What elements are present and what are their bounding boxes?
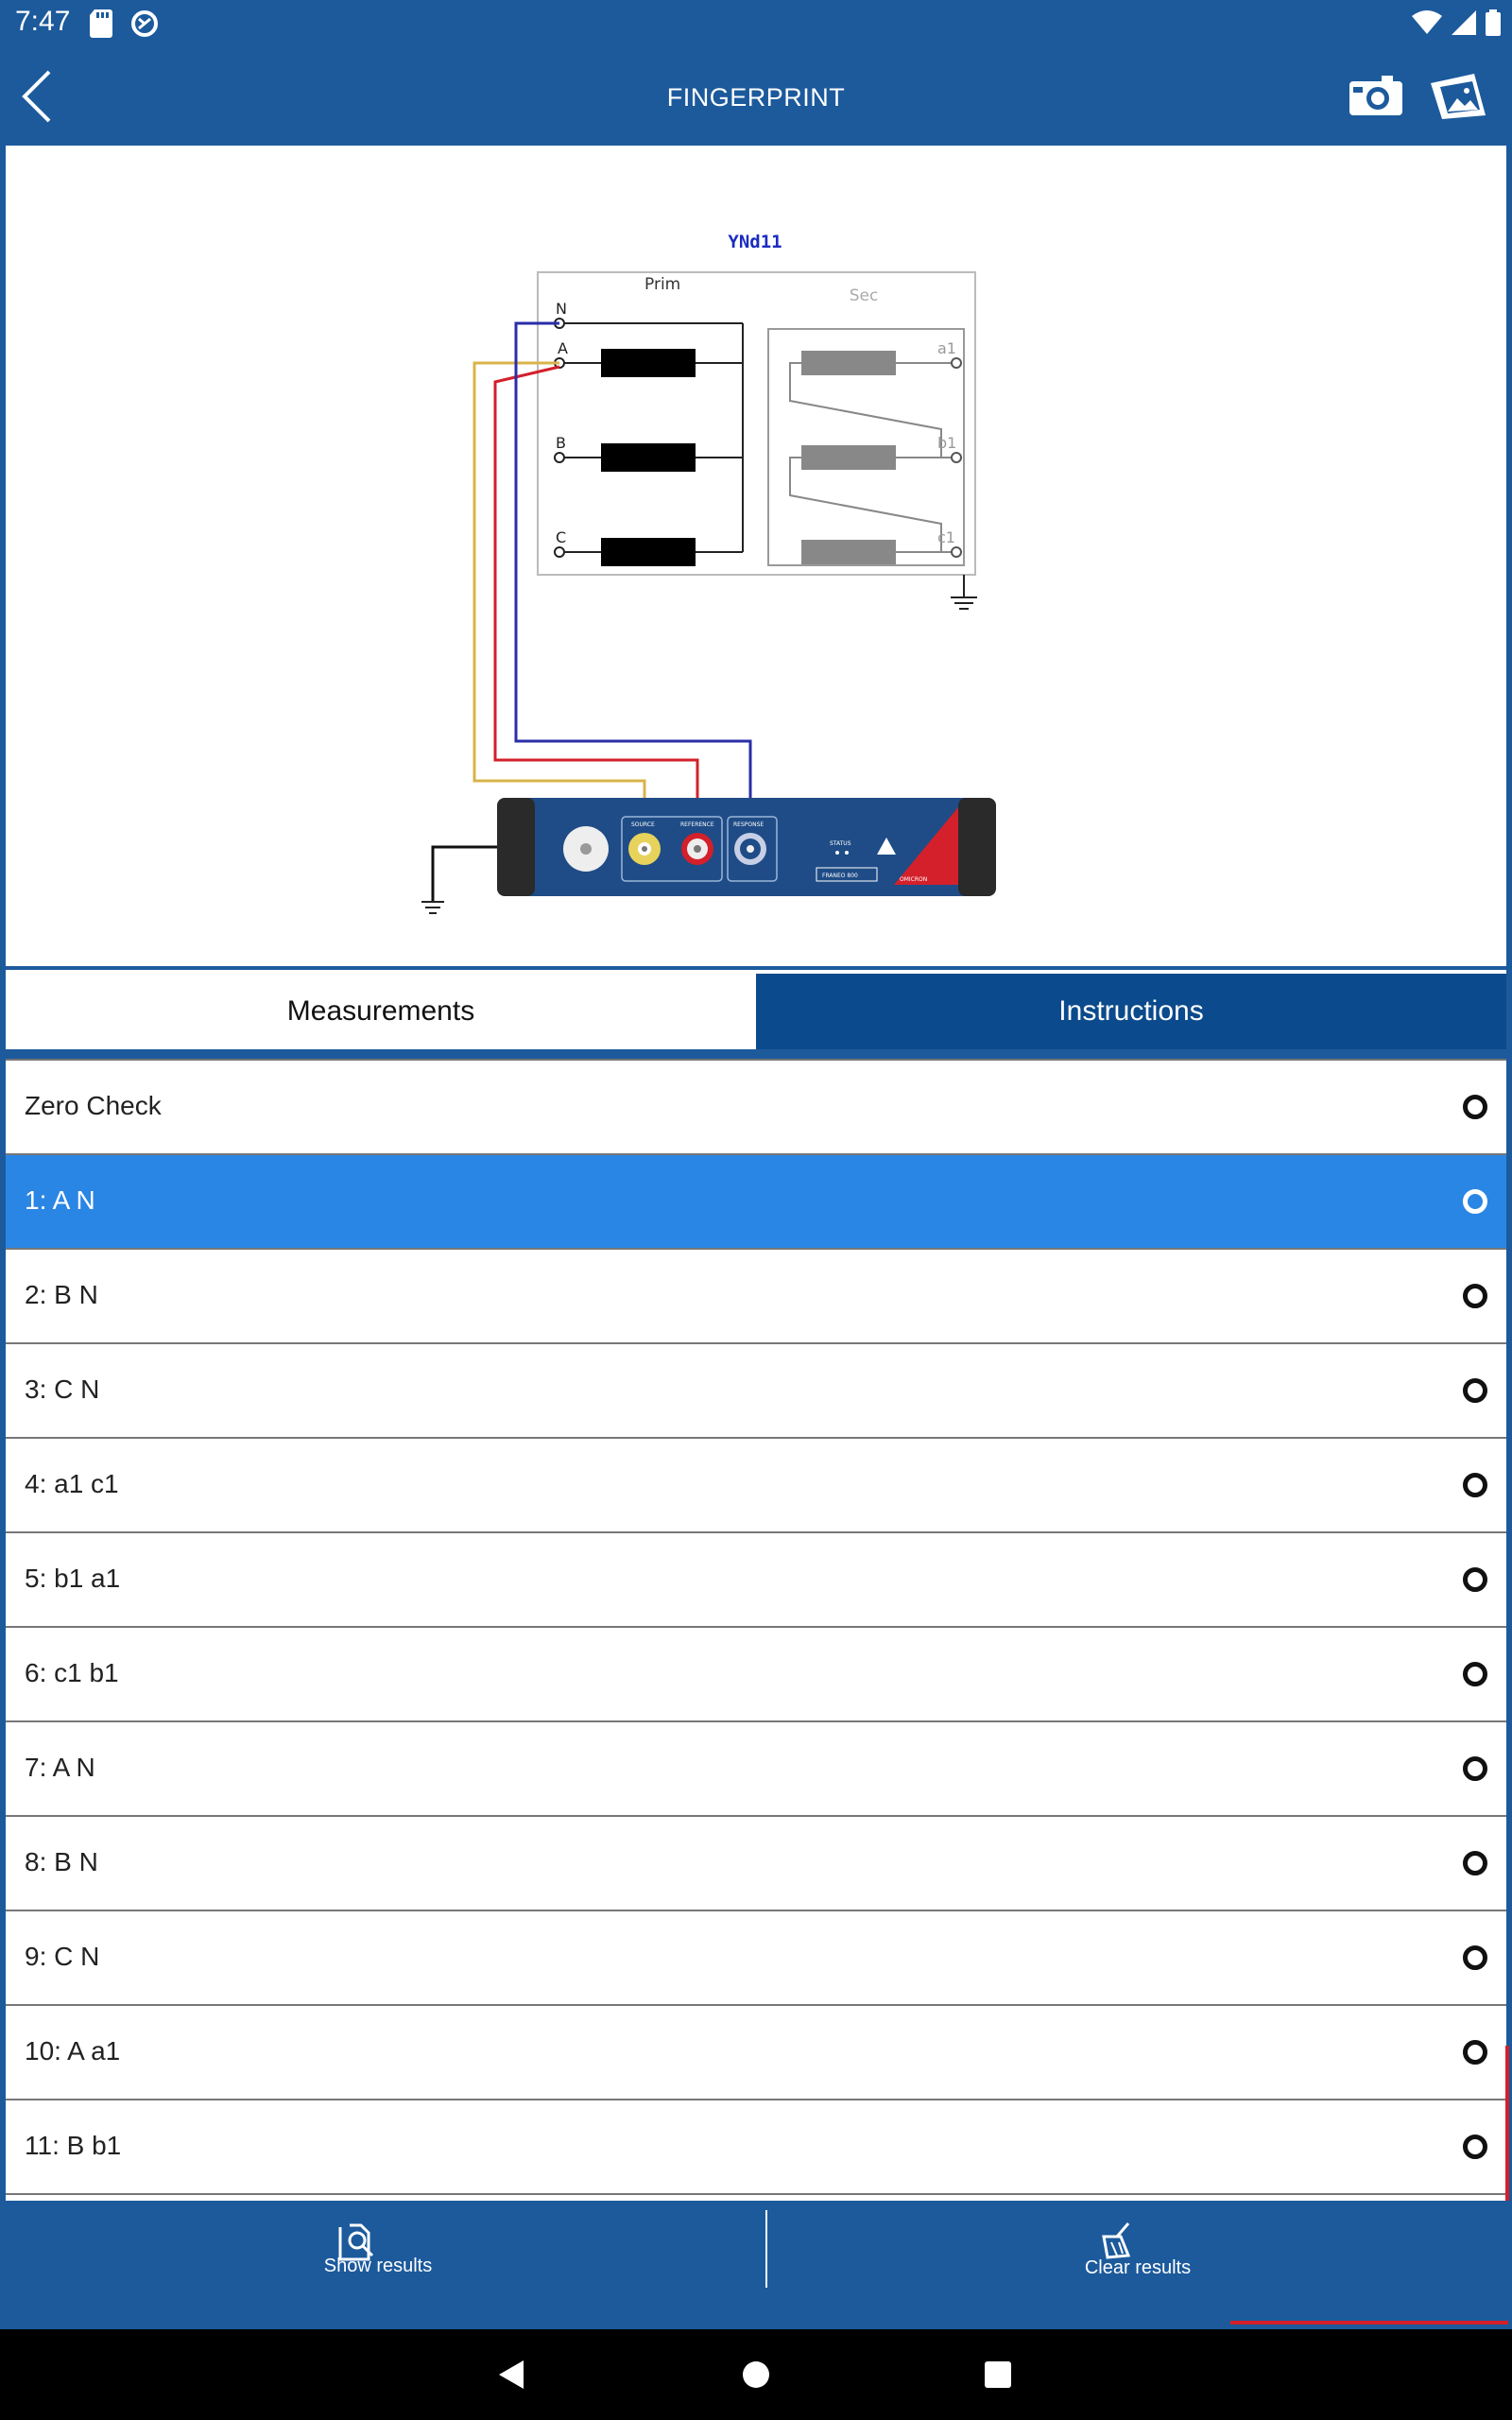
clear-results-label: Clear results	[1084, 2257, 1192, 2278]
tab-bar	[6, 970, 1506, 1046]
radio-icon	[1463, 1284, 1487, 1308]
radio-icon	[1463, 1473, 1487, 1497]
show-results-button[interactable]	[0, 2201, 756, 2329]
device-label-response: RESPONSE	[733, 821, 765, 828]
signal-icon	[1452, 10, 1476, 35]
accent-edge	[1230, 2321, 1508, 2325]
radio-icon	[1463, 1189, 1487, 1214]
gallery-icon	[1429, 72, 1487, 121]
camera-icon	[1348, 74, 1404, 119]
system-nav-bar	[0, 2329, 1512, 2420]
tab-measurements[interactable]: Measurements	[6, 974, 756, 1049]
list-item[interactable]	[6, 1722, 1506, 1817]
terminal-B: B	[556, 434, 566, 452]
radio-icon	[1463, 1095, 1487, 1119]
terminal-N: N	[556, 300, 567, 318]
list-item[interactable]	[6, 2006, 1506, 2100]
wifi-icon	[1412, 10, 1442, 35]
diagram-svg	[6, 146, 1506, 966]
primary-label: Prim	[644, 275, 681, 294]
list-item-label: Zero Check	[25, 1091, 162, 1120]
list-item[interactable]	[6, 1344, 1506, 1439]
list-item[interactable]	[6, 2100, 1506, 2195]
list-item-label: 6: c1 b1	[25, 1658, 119, 1687]
list-item-label: 3: C N	[25, 1374, 100, 1404]
nav-home-icon[interactable]	[741, 2360, 771, 2390]
status-time: 7:47	[15, 6, 71, 37]
app-bar	[0, 47, 1512, 146]
radio-icon	[1463, 1662, 1487, 1686]
status-right-icons	[1412, 9, 1501, 36]
list-item-label: 2: B N	[25, 1280, 98, 1309]
radio-icon	[1463, 1945, 1487, 1970]
camera-button[interactable]	[1348, 74, 1404, 119]
broom-icon	[1096, 2220, 1138, 2261]
clear-results-button[interactable]	[760, 2201, 1512, 2329]
list-item[interactable]	[6, 1628, 1506, 1722]
list-item[interactable]	[6, 1533, 1506, 1628]
status-bar	[0, 0, 1512, 47]
list-item-label: 10: A a1	[25, 2036, 121, 2066]
nav-recents-icon[interactable]	[983, 2360, 1013, 2390]
terminal-b1: b1	[937, 434, 957, 452]
diagram-title: YNd11	[728, 232, 782, 252]
list-item-label: 8: B N	[25, 1847, 98, 1876]
list-item-label: 1: A N	[25, 1185, 95, 1215]
list-item[interactable]	[6, 1817, 1506, 1911]
terminal-C: C	[556, 528, 567, 546]
winding-a1	[801, 351, 896, 375]
list-item-label: 5: b1 a1	[25, 1564, 121, 1593]
terminal-A: A	[558, 339, 568, 357]
radio-icon	[1463, 1378, 1487, 1403]
wiring-diagram	[6, 146, 1506, 966]
winding-b1	[801, 445, 896, 470]
list-item-selected[interactable]	[6, 1155, 1506, 1250]
wire-blue	[516, 323, 750, 845]
device-ground-icon	[421, 902, 444, 913]
device-label-brand: OMICRON	[900, 876, 928, 883]
wire-red	[495, 367, 697, 845]
terminal-c1: c1	[937, 528, 955, 546]
show-results-label: Show results	[323, 2256, 433, 2276]
radio-icon	[1463, 2135, 1487, 2159]
list-item[interactable]	[6, 1250, 1506, 1344]
winding-C	[601, 538, 696, 566]
radio-icon	[1463, 1756, 1487, 1781]
device-label-source: SOURCE	[631, 821, 655, 828]
winding-c1	[801, 540, 896, 564]
device-label-model: FRANEO 800	[822, 873, 858, 879]
list-item-label: 11: B b1	[25, 2131, 122, 2160]
sync-icon	[130, 9, 159, 38]
list-item-label: 7: A N	[25, 1753, 95, 1782]
back-button[interactable]	[17, 70, 64, 123]
gallery-button[interactable]	[1429, 72, 1487, 121]
tank-ground-icon	[951, 575, 977, 609]
sd-card-icon	[89, 9, 113, 38]
chevron-left-icon	[17, 70, 64, 123]
list-item-label: 9: C N	[25, 1942, 100, 1971]
device-label-status: STATUS	[830, 840, 851, 847]
radio-icon	[1463, 1851, 1487, 1876]
device-label-reference: REFERENCE	[680, 821, 714, 828]
bottom-action-bar	[0, 2201, 1512, 2329]
radio-icon	[1463, 1567, 1487, 1592]
list-item[interactable]	[6, 1911, 1506, 2006]
secondary-terminals	[952, 358, 961, 557]
measurements-list	[6, 1061, 1506, 2201]
list-item-label: 4: a1 c1	[25, 1469, 119, 1498]
secondary-label: Sec	[849, 286, 879, 305]
list-item[interactable]	[6, 1061, 1506, 1155]
list-item[interactable]	[6, 1439, 1506, 1533]
battery-icon	[1486, 9, 1501, 36]
terminal-a1: a1	[937, 339, 956, 357]
tab-instructions[interactable]: Instructions	[756, 974, 1506, 1049]
winding-B	[601, 443, 696, 472]
franeo-device	[497, 798, 996, 896]
status-left-icons	[89, 9, 159, 38]
radio-icon	[1463, 2040, 1487, 2065]
winding-A	[601, 349, 696, 377]
page-title: FINGERPRINT	[666, 83, 846, 112]
nav-back-icon[interactable]	[495, 2359, 527, 2391]
